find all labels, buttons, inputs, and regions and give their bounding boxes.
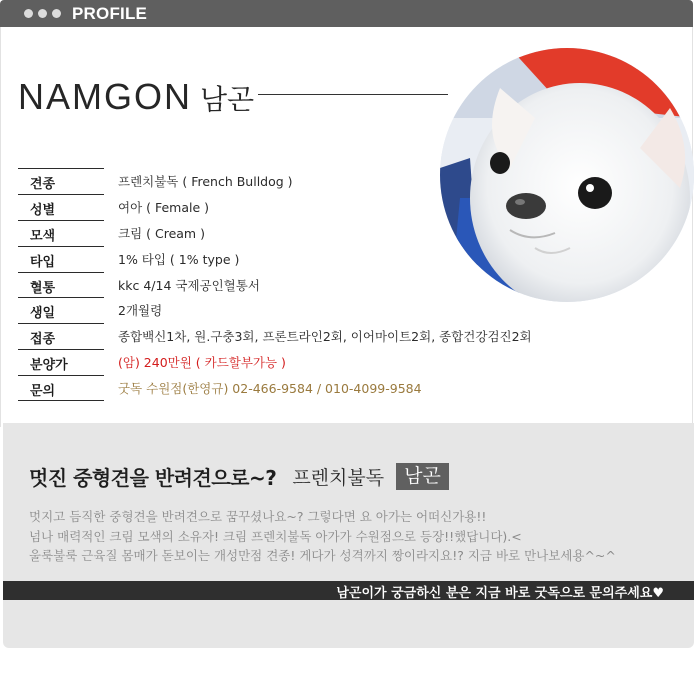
info-label: 문의 <box>18 375 104 401</box>
info-label: 모색 <box>18 220 104 246</box>
dot-icon <box>38 9 47 18</box>
info-row-color <box>18 220 618 246</box>
info-label: 분양가 <box>18 349 104 375</box>
left-border <box>0 27 1 427</box>
description-line: 멋지고 듬직한 중형견을 반려견으로 꿈꾸셨나요~? 그렇다면 요 아가는 어떠신가용!! <box>29 509 487 524</box>
right-border <box>692 27 693 427</box>
info-row-birth <box>18 297 618 323</box>
promo-headline-text: 멋진 중형견을 반려견으로~? <box>29 466 277 490</box>
description-line: 넘나 매력적인 크림 모색의 소유자! 크림 프렌치불독 아가가 수원점으로 등장!!했답니다).< <box>29 528 522 544</box>
profile-info-table <box>18 168 618 401</box>
info-label: 타입 <box>18 246 104 272</box>
info-row-gender <box>18 194 618 220</box>
info-label: 견종 <box>18 168 104 194</box>
title-divider <box>258 94 448 95</box>
info-label: 성별 <box>18 194 104 220</box>
info-value: 프렌치불독 ( French Bulldog ) <box>118 174 293 189</box>
name-badge: 남곤 <box>396 463 449 490</box>
description-line: 울룩불룩 근육질 몸매가 돋보이는 개성만점 견종! 게다가 성격까지 짱이라지요!? 지금 바로 만나보세용^~^ <box>29 548 616 563</box>
dog-name-english: NAMGON <box>18 76 192 117</box>
info-value: 2개월령 <box>118 303 163 319</box>
header-title: PROFILE <box>72 4 148 23</box>
info-value: 크림 ( Cream ) <box>118 225 205 241</box>
dog-name-korean: 남곤 <box>200 83 255 116</box>
info-row-type <box>18 246 618 272</box>
info-row-contact <box>18 375 618 401</box>
profile-header-bar <box>0 0 693 27</box>
info-row-vaccination <box>18 323 618 349</box>
info-label: 혈통 <box>18 272 104 298</box>
price-value: (암) 240만원 ( 카드할부가능 ) <box>118 355 286 371</box>
info-value: kkc 4/14 국제공인혈통서 <box>118 277 260 293</box>
promo-description <box>29 507 679 566</box>
info-label: 생일 <box>18 297 104 323</box>
promo-headline <box>29 462 449 491</box>
info-value: 1% 타입 ( 1% type ) <box>118 251 240 267</box>
promo-breed: 프렌치불독 <box>292 467 385 489</box>
contact-cta-bar[interactable] <box>3 581 694 600</box>
info-row-pedigree <box>18 272 618 298</box>
info-row-price <box>18 349 618 375</box>
info-row-breed <box>18 168 618 194</box>
header-dots <box>24 9 61 18</box>
info-value: 종합백신1차, 원.구충3회, 프론트라인2회, 이어마이트2회, 종합건강검진2회 <box>118 329 532 345</box>
contact-value[interactable]: 굿독 수원점(한영규) 02-466-9584 / 010-4099-9584 <box>118 381 422 397</box>
info-label: 접종 <box>18 323 104 349</box>
info-value: 여아 ( Female ) <box>118 199 210 215</box>
dog-name-title <box>18 76 254 118</box>
dot-icon <box>24 9 33 18</box>
dot-icon <box>52 9 61 18</box>
contact-cta-text[interactable]: 남곤이가 궁금하신 분은 지금 바로 굿독으로 문의주세요♥ <box>336 586 664 601</box>
